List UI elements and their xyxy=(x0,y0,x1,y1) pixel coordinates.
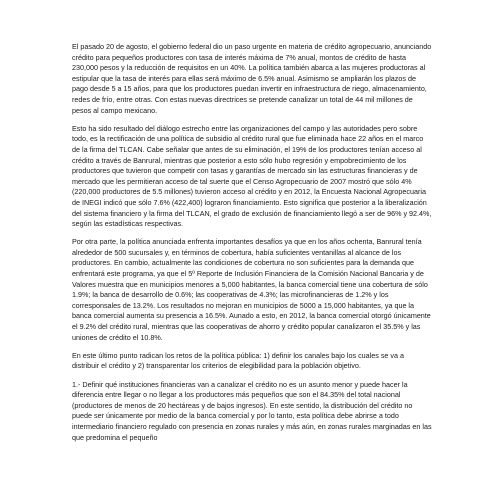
document-body xyxy=(72,42,432,451)
paragraph-2: Esto ha sido resultado del diálogo estrecho entre las organizaciones del campo y las autoridades pero sobre todo, es la rectificación de una política de subsidio al crédito rural que fue eliminada hace 22 años en el marco de la firma del TLCAN. Cabe señalar que antes de su eliminación, el 19% de los productores tenían acceso al crédito a través de Banrural, mientras que posterior a esto sólo hubo regresión y empobrecimiento de los productores que tuvieron que competir con tasas y garantías de mercado sin las estructuras financieras y de mercado que les permitieran acceso de tal suerte que el Censo Agropecuario de 2007 mostró que sólo 4% (220,000 productores de 5.5 millones) tuvieron acceso al crédito y en 2012, la Encuesta Nacional Agropecuaria de INEGI indicó que sólo 7.6% (422,400) lograron financiamiento. Esto significa que posterior a la liberalización del sistema financiero y la firma del TLCAN, el grado de exclusión de financiamiento llegó a ser de 96% y 92.4%, según las estadísticas respectivas. xyxy=(72,123,432,229)
paragraph-3: Por otra parte, la política anunciada enfrenta importantes desafíos ya que en los años ochenta, Banrural tenía alrededor de 500 sucursales y, en términos de cobertura, había suficientes ventanillas al alcance de los productores. En cambio, actualmente las condiciones de cobertura no son suficientes para la demanda que enfrentará este programa, ya que el 5º Reporte de Inclusión Financiera de la Comisión Nacional Bancaria y de Valores muestra que en municipios menores a 5,000 habitantes, la banca comercial tiene una cobertura de sólo 1.9%; la banca de desarrollo de 0.6%; las cooperativas de 4.3%; las microfinancieras de 1.2% y los corresponsales de 13.2%. Los resultados no mejoran en municipios de 5000 a 15,000 habitantes, ya que la banca comercial aumenta su presencia a 16.5%. Aunado a esto, en 2012, la banca comercial otorgó únicamente el 9.2% del crédito rural, mientras que las cooperativas de ahorro y crédito popular canalizaron el 35.5% y las uniones de crédito el 10.8%. xyxy=(72,237,431,342)
paragraph-1: El pasado 20 de agosto, el gobierno federal dio un paso urgente en materia de crédito agropecuario, anunciando crédito para pequeños productores con tasa de interés máxima de 7% anual, montos de crédito de hasta 230,000 pesos y la reducción de requisitos en un 40%. La política también abarca a las mujeres productoras al estipular que la tasa de interés para ellas será máximo de 6.5% anual. Asimismo se ampliarán los plazos de pago desde 5 a 15 años, para que los productores puedan invertir en infraestructura de riego, almacenamiento, redes de frío, entre otras. Con estas nuevas directrices se pretende canalizar un total de 44 mil millones de pesos al campo mexicano. xyxy=(72,42,432,115)
paragraph-5: 1.- Definir qué instituciones financieras van a canalizar el crédito no es un asunto menor y puede hacer la diferencia entre llegar o no llegar a los productores más pequeños que son el 84.35% del total nacional (productores de menos de 20 hectáreas y de bajos ingresos). En este sentido, la distribución del crédito no puede ser únicamente por medio de la banca comercial y por lo tanto, esta política debe abrirse a todo intermediario financiero regulado con presencia en zonas rurales y más aún, en zonas rurales marginadas en las que predomina el pequeño xyxy=(72,379,432,442)
paragraph-4: En este último punto radican los retos de la política pública: 1) definir los canales bajo los cuales se va a distribuir el crédito y 2) transparentar los criterios de elegibilidad para la población objetivo. xyxy=(72,350,405,371)
